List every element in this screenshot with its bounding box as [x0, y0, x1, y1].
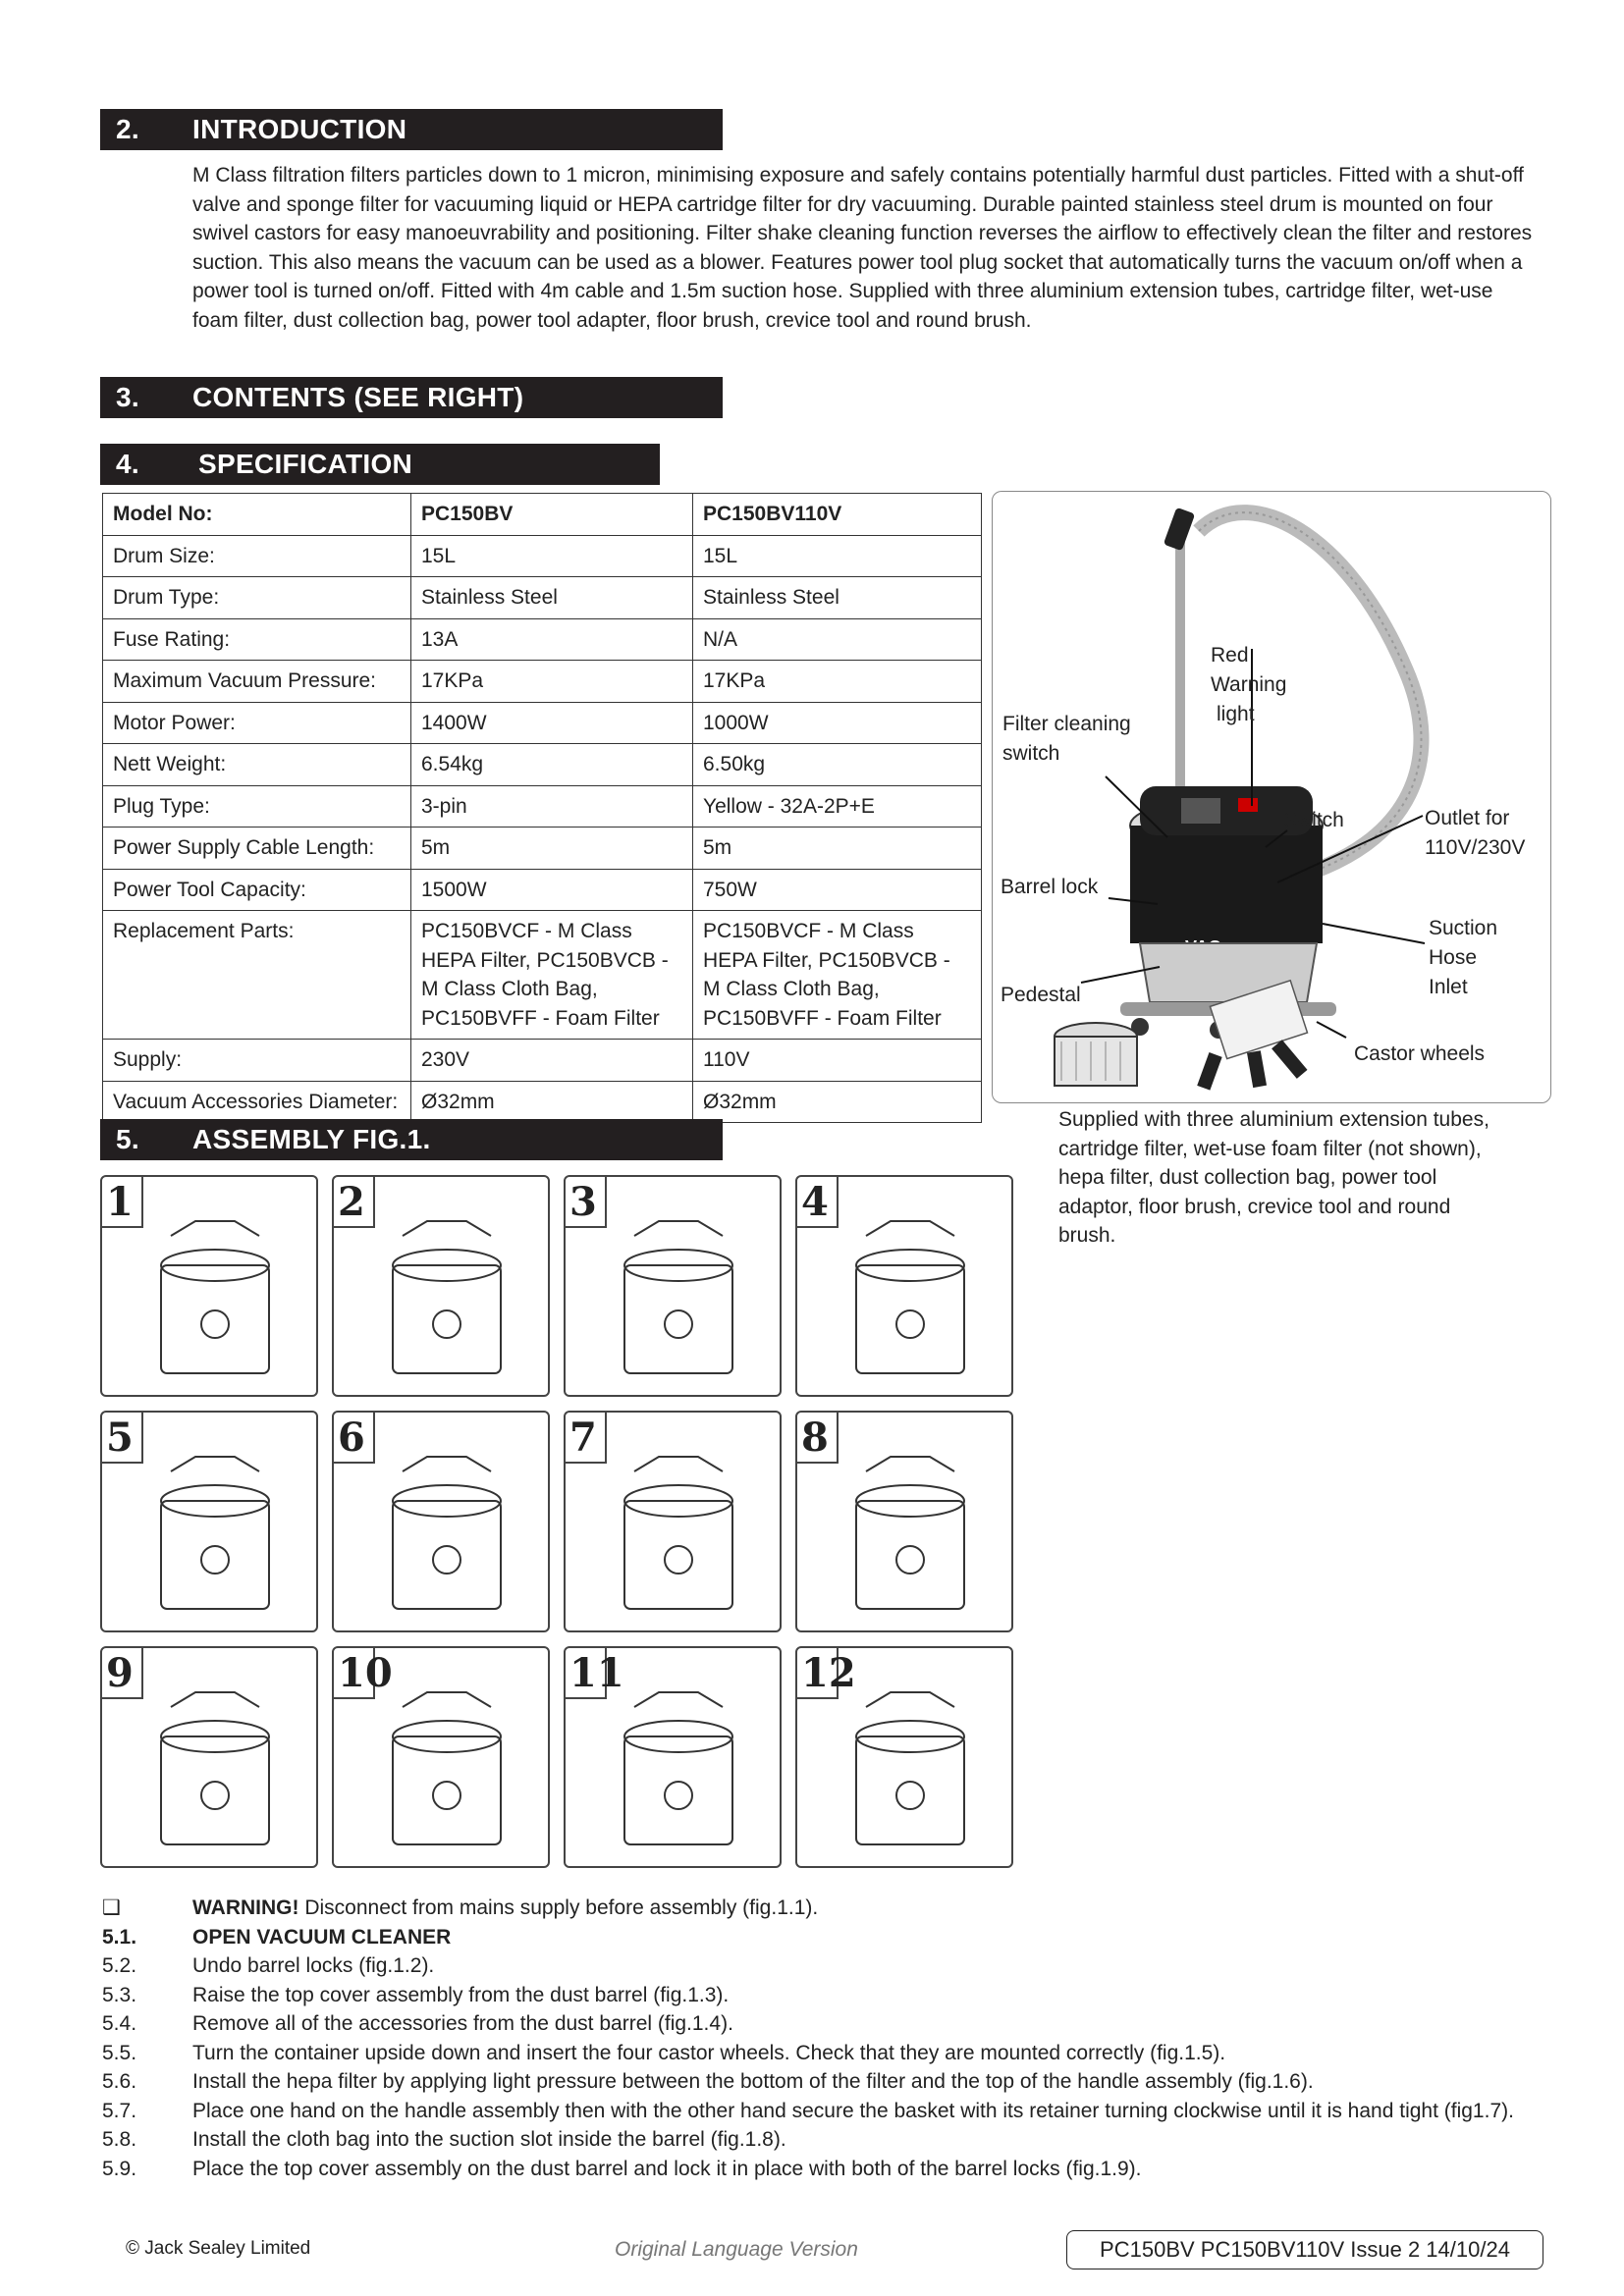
figure-number: 8	[801, 1415, 829, 1461]
table-cell: 3-pin	[411, 785, 693, 828]
table-cell: 17KPa	[693, 661, 982, 703]
assembly-figure	[332, 1646, 550, 1868]
table-cell: Drum Type:	[103, 577, 411, 619]
table-cell: PC150BVCF - M Class HEPA Filter, PC150BVCB - M Class Cloth Bag, PC150BVFF - Foam Filter	[411, 911, 693, 1040]
table-cell: Power Supply Cable Length:	[103, 828, 411, 870]
assembly-figure	[564, 1175, 782, 1397]
label-red-warning: light	[1217, 703, 1255, 725]
table-cell: Supply:	[103, 1040, 411, 1082]
figure-number-box	[797, 1177, 839, 1228]
label-suction-hose-inlet: Suction	[1429, 917, 1498, 939]
figure-number-box	[566, 1413, 607, 1464]
table-cell: 110V	[693, 1040, 982, 1082]
label-switch: Switch	[1283, 809, 1344, 831]
label-outlet: Outlet for	[1425, 807, 1510, 829]
assembly-figure	[100, 1646, 318, 1868]
label-castor-wheels: Castor wheels	[1354, 1042, 1486, 1065]
step-item	[102, 2067, 1545, 2097]
step-text: Undo barrel locks (fig.1.2).	[192, 1954, 435, 1977]
step-number: 5.2.	[102, 1954, 137, 1977]
figure-number: 11	[569, 1650, 624, 1696]
step-text: Turn the container upside down and insert the four castor wheels. Check that they are mounted correctly (fig.1.5).	[192, 2041, 1226, 2064]
table-cell: Model No:	[103, 494, 411, 536]
section-number: 2.	[116, 114, 139, 144]
section-title: INTRODUCTION	[192, 114, 407, 144]
step-text: OPEN VACUUM CLEANER	[192, 1925, 452, 1949]
table-cell: Yellow - 32A-2P+E	[693, 785, 982, 828]
label-filter-cleaning-switch: Filter cleaning	[1002, 713, 1131, 735]
table-cell: 1400W	[411, 702, 693, 744]
figure-number-box	[334, 1177, 375, 1228]
table-cell: 6.54kg	[411, 744, 693, 786]
figure-number-box	[334, 1648, 393, 1699]
table-cell: 5m	[693, 828, 982, 870]
section-3-header	[100, 377, 723, 418]
figure-number-box	[566, 1177, 607, 1228]
table-cell: PC150BV110V	[693, 494, 982, 536]
figure-number: 7	[569, 1415, 597, 1461]
table-cell: 15L	[411, 535, 693, 577]
copyright-text: © Jack Sealey Limited	[126, 2238, 311, 2259]
table-row	[103, 1081, 982, 1123]
table-header-row	[103, 494, 982, 536]
section-number: 4.	[116, 449, 139, 479]
table-cell: 1000W	[693, 702, 982, 744]
product-illustration-box	[992, 491, 1551, 1103]
vacuum-illustration	[993, 492, 1550, 1102]
table-cell: 17KPa	[411, 661, 693, 703]
step-item	[102, 2155, 1545, 2184]
section-number: 3.	[116, 382, 139, 412]
table-cell: Plug Type:	[103, 785, 411, 828]
table-cell: 5m	[411, 828, 693, 870]
table-cell: Vacuum Accessories Diameter:	[103, 1081, 411, 1123]
table-cell: 13A	[411, 618, 693, 661]
step-item	[102, 1981, 1545, 2010]
table-cell: N/A	[693, 618, 982, 661]
figure-number-box	[334, 1413, 375, 1464]
table-cell: PC150BVCF - M Class HEPA Filter, PC150BVCB - M Class Cloth Bag, PC150BVFF - Foam Filter	[693, 911, 982, 1040]
figure-number: 5	[106, 1415, 134, 1461]
table-cell: Fuse Rating:	[103, 618, 411, 661]
figure-number-box	[797, 1648, 856, 1699]
step-item	[102, 2039, 1545, 2068]
label-barrel-lock: Barrel lock	[1001, 876, 1099, 898]
step-number: 5.1.	[102, 1925, 137, 1949]
label-suction-hose-inlet: Inlet	[1429, 976, 1468, 998]
assembly-figure	[332, 1175, 550, 1397]
step-number: 5.3.	[102, 1983, 137, 2006]
assembly-figure	[795, 1175, 1013, 1397]
label-red-warning: Red	[1211, 644, 1249, 667]
figure-number: 9	[106, 1650, 134, 1696]
step-warning	[102, 1894, 1545, 1923]
table-cell: Stainless Steel	[693, 577, 982, 619]
figure-number-box	[102, 1413, 143, 1464]
table-cell: Replacement Parts:	[103, 911, 411, 1040]
section-title: CONTENTS (SEE RIGHT)	[192, 382, 524, 412]
table-cell: PC150BV	[411, 494, 693, 536]
table-cell: Power Tool Capacity:	[103, 869, 411, 911]
assembly-figure	[100, 1411, 318, 1632]
table-cell: Drum Size:	[103, 535, 411, 577]
language-version-text: Original Language Version	[615, 2238, 858, 2261]
table-cell: Maximum Vacuum Pressure:	[103, 661, 411, 703]
table-row	[103, 828, 982, 870]
step-number: 5.4.	[102, 2012, 137, 2035]
step-item	[102, 1951, 1545, 1981]
section-4-header	[100, 444, 660, 485]
supplied-items-text: Supplied with three aluminium extension tubes, cartridge filter, wet-use foam filter (not shown), hepa filter, dust collection bag, power tool adaptor, floor brush, crevice tool and round brush.	[1058, 1108, 1489, 1247]
specification-table	[102, 493, 982, 1123]
table-row	[103, 1040, 982, 1082]
table-cell: 6.50kg	[693, 744, 982, 786]
step-number: 5.9.	[102, 2157, 137, 2180]
section-title: SPECIFICATION	[198, 449, 413, 479]
table-cell: Stainless Steel	[411, 577, 693, 619]
section-number: 5.	[116, 1124, 139, 1154]
figure-number: 3	[569, 1179, 597, 1225]
assembly-figure	[795, 1646, 1013, 1868]
label-filter-cleaning-switch: switch	[1002, 742, 1060, 765]
table-row	[103, 702, 982, 744]
table-cell: Ø32mm	[411, 1081, 693, 1123]
table-row	[103, 785, 982, 828]
step-text: Raise the top cover assembly from the dust barrel (fig.1.3).	[192, 1983, 730, 2006]
step-text: Install the cloth bag into the suction slot inside the barrel (fig.1.8).	[192, 2128, 786, 2151]
figure-number-box	[102, 1177, 143, 1228]
step-text: Remove all of the accessories from the dust barrel (fig.1.4).	[192, 2012, 733, 2035]
label-outlet: 110V/230V	[1425, 836, 1526, 859]
table-cell: 750W	[693, 869, 982, 911]
figure-number: 1	[106, 1179, 134, 1225]
assembly-steps	[102, 1894, 1545, 2183]
figure-number: 10	[338, 1650, 393, 1696]
step-text: Install the hepa filter by applying light pressure between the bottom of the filter and the top of the handle assembly (fig.1.6).	[192, 2070, 1314, 2093]
figure-number-box	[797, 1413, 839, 1464]
figure-number-box	[102, 1648, 143, 1699]
assembly-figure	[564, 1646, 782, 1868]
assembly-figure	[332, 1411, 550, 1632]
step-item	[102, 2125, 1545, 2155]
figure-number: 12	[801, 1650, 856, 1696]
table-cell: Motor Power:	[103, 702, 411, 744]
assembly-figure	[795, 1411, 1013, 1632]
label-red-warning: Warning	[1211, 673, 1287, 696]
step-text	[192, 1894, 1545, 1923]
section-2-header	[100, 109, 723, 150]
step-item	[102, 2097, 1545, 2126]
section-title: ASSEMBLY FIG.1.	[192, 1124, 431, 1154]
step-text: Place the top cover assembly on the dust barrel and lock it in place with both of the barrel locks (fig.1.9).	[192, 2157, 1142, 2180]
figure-number: 4	[801, 1179, 829, 1225]
table-cell: 1500W	[411, 869, 693, 911]
table-row	[103, 661, 982, 703]
figure-number-box	[566, 1648, 624, 1699]
step-number: 5.8.	[102, 2128, 137, 2151]
warning-label: WARNING!	[192, 1896, 299, 1919]
assembly-figure	[564, 1411, 782, 1632]
table-row	[103, 577, 982, 619]
step-number: 5.5.	[102, 2041, 137, 2064]
assembly-figure	[100, 1175, 318, 1397]
label-suction-hose-inlet: Hose	[1429, 946, 1478, 969]
introduction-text: M Class filtration filters particles down to 1 micron, minimising exposure and safely contains potentially harmful dust particles. Fitted with a shut-off valve and sponge filter for vacuuming liquid or HEPA cartridge filter for dry vacuuming. Durable painted stainless steel drum is mounted on four swivel castors for easy manoeuvrability and positioning. Filter shake cleaning function reverses the airflow to effectively clean the filter and restores suction. This also means the vacuum can be used as a blower. Features power tool plug socket that automatically turns the vacuum on/off when a power tool is turned on/off. Fitted with 4m cable and 1.5m suction hose. Supplied with three aluminium extension tubes, cartridge filter, wet-use foam filter, dust collection bag, power tool adapter, floor brush, crevice tool and round brush.	[192, 164, 1533, 332]
table-row	[103, 911, 982, 1040]
table-row	[103, 535, 982, 577]
step-number: 5.7.	[102, 2099, 137, 2122]
table-cell: 15L	[693, 535, 982, 577]
table-cell: 230V	[411, 1040, 693, 1082]
table-row	[103, 744, 982, 786]
step-bullet: ❑	[102, 1896, 121, 1919]
model-issue-box: PC150BV PC150BV110V Issue 2 14/10/24	[1066, 2230, 1543, 2269]
step-item	[102, 2009, 1545, 2039]
step-number: 5.6.	[102, 2070, 137, 2093]
step-text: Place one hand on the handle assembly then with the other hand secure the basket with its retainer turning clockwise until it is hand tight (fig1.7).	[192, 2099, 1514, 2122]
table-row	[103, 618, 982, 661]
figure-number: 6	[338, 1415, 365, 1461]
warning-text: Disconnect from mains supply before assembly (fig.1.1).	[298, 1896, 819, 1919]
table-row	[103, 869, 982, 911]
label-pedestal: Pedestal	[1001, 984, 1081, 1006]
table-cell: Nett Weight:	[103, 744, 411, 786]
section-5-header	[100, 1119, 723, 1160]
figure-number: 2	[338, 1179, 365, 1225]
step-item	[102, 1923, 1545, 1952]
table-cell: Ø32mm	[693, 1081, 982, 1123]
